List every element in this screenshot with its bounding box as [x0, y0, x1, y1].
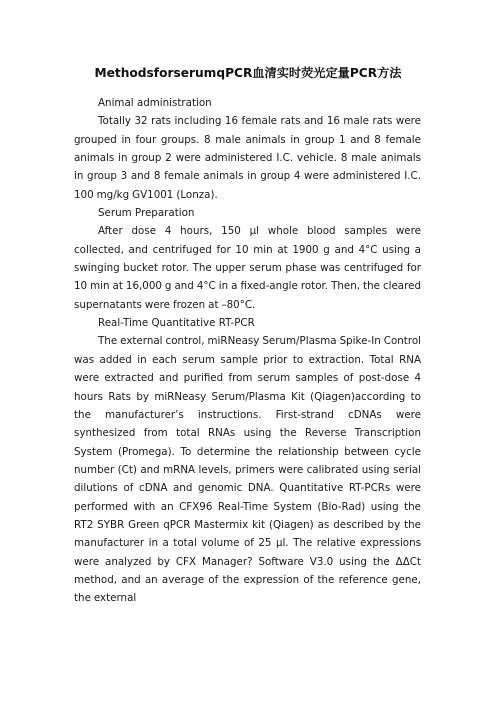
- section-paragraph: After dose 4 hours, 150 µl whole blood samples were collected, and centrifuged for 10 min at 1900 g and 4°C using a swinging bucket rotor. The upper serum phase was centrifuged for 10 min at 16,000 g and 4°C in a fixed-angle rotor. Then, the cleared supernatants were frozen at –80°C.: [74, 225, 421, 311]
- section-heading: Real-Time Quantitative RT-PCR: [98, 317, 255, 330]
- document-body: [74, 94, 421, 608]
- section-paragraph: The external control, miRNeasy Serum/Plasma Spike-In Control was added in each serum sample prior to extraction. Total RNA were extracted and purified from serum samples of post-dose 4 hours Rats by miRNeasy Serum/Plasma Kit (Qiagen)according to the manufacturer’s instructions. First-strand cDNAs were synthesized from total RNAs using the Reverse Transcription System (Promega). To determine the relationship between cycle number (Ct) and mRNA levels, primers were calibrated using serial dilutions of cDNA and genomic DNA. Quantitative RT-PCRs were performed with an CFX96 Real-Time System (Bio-Rad) using the RT2 SYBR Green qPCR Mastermix kit (Qiagen) as described by the manufacturer in a total volume of 25 µl. The relative expressions were analyzed by CFX Manager? Software V3.0 using the ΔΔCt method, and an average of the expression of the reference gene, the external: [74, 335, 421, 605]
- document-title: MethodsforserumqPCR血清实时荧光定量PCR方法: [94, 66, 402, 80]
- section-serum-preparation: [74, 204, 421, 314]
- section-real-time-qrt-pcr: [74, 314, 421, 608]
- section-paragraph: Totally 32 rats including 16 female rats and 16 male rats were grouped in four groups. 8 male animals in group 1 and 8 female animals in group 2 were administered I.C. vehicle. 8 male animals in group 3 and 8 female animals in group 4 were administered I.C. 100 mg/kg GV1001 (Lonza).: [74, 115, 421, 201]
- section-heading: Serum Preparation: [98, 207, 195, 220]
- section-animal-administration: [74, 94, 421, 204]
- section-heading: Animal administration: [98, 97, 212, 109]
